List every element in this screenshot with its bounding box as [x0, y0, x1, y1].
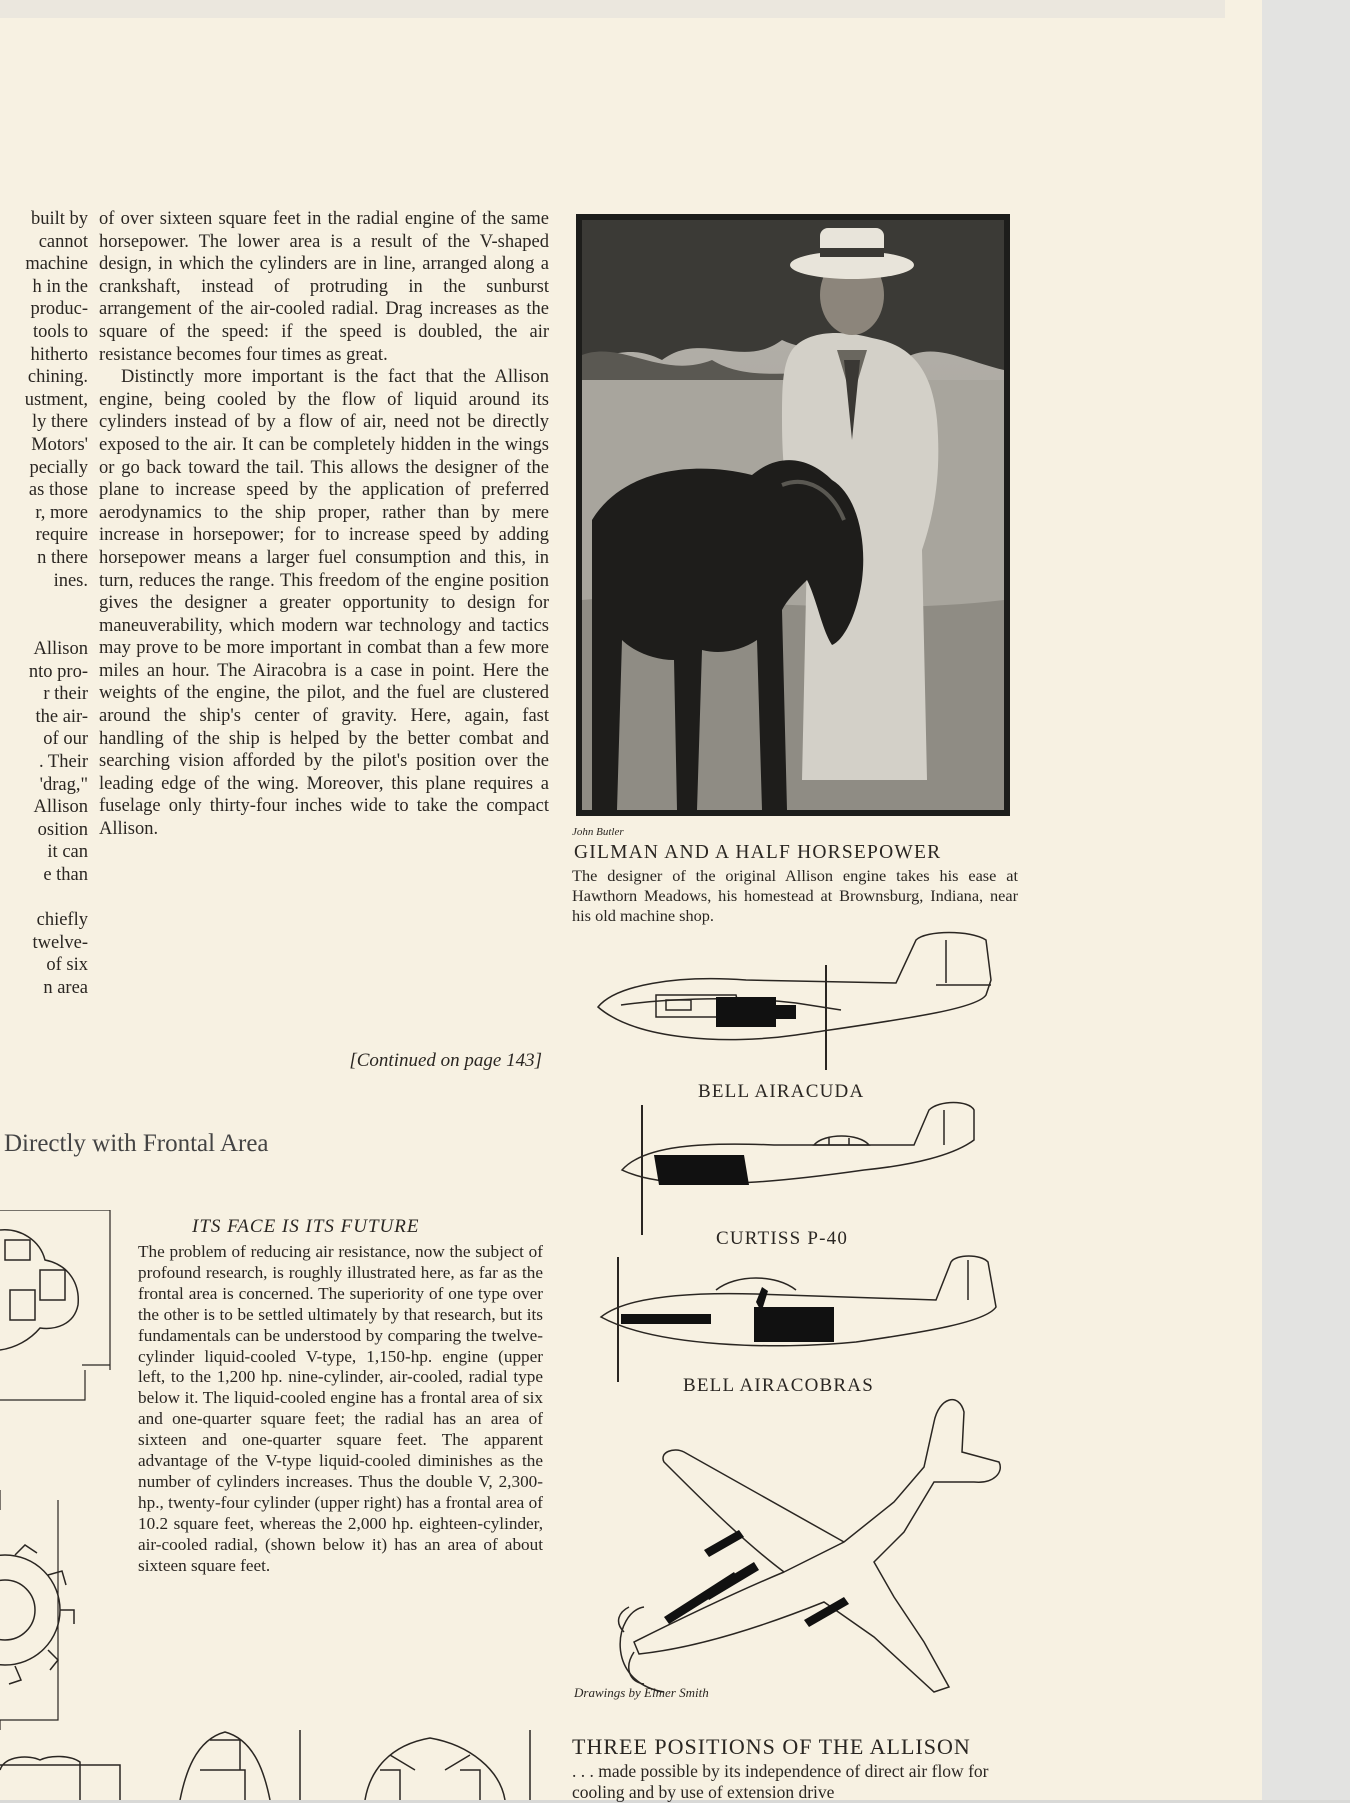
left-fragment-line: nto pro- — [28, 661, 88, 682]
positions-text: . . . made possible by its independence of direct air flow for cooling and by use of extension drive — [572, 1761, 989, 1802]
left-fragment-line — [0, 887, 88, 910]
left-fragment-line: chining. — [27, 367, 88, 388]
left-fragment-line: e than — [43, 865, 88, 886]
left-fragment-line: cannot — [38, 231, 88, 252]
left-fragment-line: . Their — [39, 752, 88, 773]
page-top-edge — [0, 0, 1225, 18]
positions-title: THREE POSITIONS OF THE ALLISON — [572, 1734, 971, 1759]
left-fragment-line: ines. — [53, 570, 88, 591]
left-fragment-line: r their — [43, 684, 88, 705]
left-fragment-line: r, more — [35, 502, 88, 523]
photo-caption-title: GILMAN AND A HALF HORSEPOWER — [574, 842, 942, 863]
left-fragment-line: Allison — [33, 797, 88, 818]
left-fragment-line: n there — [37, 547, 88, 568]
left-fragment-line: of six — [46, 955, 88, 976]
section-heading: Directly with Frontal Area — [4, 1130, 269, 1157]
left-fragment-line: pecially — [29, 457, 88, 478]
left-column-fragment — [0, 208, 88, 1000]
article-column — [99, 208, 549, 841]
airacobra-side-drawing — [596, 1252, 1001, 1387]
left-fragment-line: the air- — [35, 706, 88, 727]
left-fragment-line: chiefly — [36, 910, 88, 931]
left-fragment-line: hitherto — [30, 344, 88, 365]
left-fragment-line: twelve- — [32, 932, 88, 953]
left-fragment-line: h in the — [32, 276, 88, 297]
left-fragment-line: built by — [30, 209, 88, 229]
plane-label-airacobras: BELL AIRACOBRAS — [683, 1375, 874, 1396]
left-fragment-line: it can — [47, 842, 88, 863]
face-text: The problem of reducing air resistance, now the subject of profound research, is roughly illustrated here, as far as the frontal area is concerned. The superiority of one type over the other is to be settled ultimately by that research, but its fundamentals can be understood by comparing the twelve-cylinder liquid-cooled V-type, 1,150-hp. engine (upper left, to the 1,200 hp. nine-cylinder, air-cooled, radial type below it. The liquid-cooled engine has a frontal area of six and one-quarter square feet; the radial has an area of sixteen and one-quarter square feet. The apparent advantage of the V-type liquid-cooled diminishes as the number of cylinders increases. Thus the double V, 2,300-hp., twenty-four cylinder (upper right) has a frontal area of 10.2 square feet, whereas the 2,000 hp. eighteen-cylinder, air-cooled radial, (shown below it) has an area of about sixteen square feet. — [138, 1242, 543, 1575]
left-fragment-line: osition — [37, 819, 88, 840]
left-fragment-line: require — [35, 525, 88, 546]
left-fragment-line: Allison — [33, 639, 88, 660]
left-fragment-line: Motors' — [31, 434, 88, 455]
photo-credit: John Butler — [572, 826, 624, 838]
left-fragment-line: produc- — [30, 299, 88, 320]
left-fragment-line: tools to — [33, 321, 88, 342]
article-paragraph-2: Distinctly more important is the fact that the Allison engine, being cooled by the flow of liquid around its cylinders instead of by a flow of air, need not be directly exposed to the air. It can be completely hidden in the wings or go back toward the tail. This allows the designer of the plane to increase speed by the application of preferred aerodynamics to the ship proper, rather than by mere increase in horsepower; for to increase speed by adding horsepower means a larger fuel consumption and this, in turn, reduces the range. This freedom of the engine position gives the designer a greater opportunity to design for maneuverability, which modern war technology and tactics may prove to be more important in combat than a few more miles an hour. The Airacobra is a case in point. Here the weights of the engine, the pilot, and the fuel are clustered around the ship's center of gravity. Here, again, fast handling of the ship is helped by the better combat and searching vision afforded by the pilot's position over the leading edge of the wing. Moreover, this plane requires a fuselage only thirty-four inches wide to take the compact Allison. — [99, 367, 549, 840]
continued-note: [Continued on page 143] — [349, 1050, 542, 1071]
left-fragment-line: machine — [25, 254, 88, 275]
airacobra-top-drawing — [604, 1392, 1004, 1702]
plane-label-curtiss: CURTISS P-40 — [716, 1228, 849, 1249]
left-fragment-line: n area — [43, 978, 88, 998]
left-fragment-line: as those — [28, 480, 88, 501]
portrait-photo — [576, 214, 1010, 816]
airacuda-drawing — [596, 925, 996, 1075]
photo-caption-text: The designer of the original Allison engine takes his ease at Hawthorn Meadows, his homestead at Brownsburg, Indiana, near his old machine shop. — [572, 866, 1018, 925]
left-fragment-line: ustment, — [24, 389, 88, 410]
face-title: ITS FACE IS ITS FUTURE — [192, 1216, 420, 1237]
left-fragment-line: ly there — [32, 412, 88, 433]
plane-label-airacuda: BELL AIRACUDA — [698, 1081, 865, 1102]
radial-engine-drawing — [0, 1490, 74, 1730]
article-paragraph-1: of over sixteen square feet in the radial engine of the same horsepower. The lower area is a result of the V-shaped design, in which the cylinders are in line, arranged along a crankshaft, instead of protruding in the sunburst arrangement of the air-cooled radial. Drag increases as the square of the speed: if the speed is doubled, the air resistance becomes four times as great. — [99, 209, 549, 365]
left-fragment-line: of our — [43, 729, 88, 750]
drawings-credit: Drawings by Elmer Smith — [574, 1685, 709, 1700]
left-fragment-gap — [0, 592, 88, 638]
left-fragment-line: 'drag," — [39, 774, 88, 795]
cylinder-row-drawings — [0, 1730, 530, 1800]
v-type-engine-drawing — [0, 1210, 110, 1400]
curtiss-p40-drawing — [614, 1100, 984, 1235]
engine-diagrams — [0, 1210, 540, 1800]
